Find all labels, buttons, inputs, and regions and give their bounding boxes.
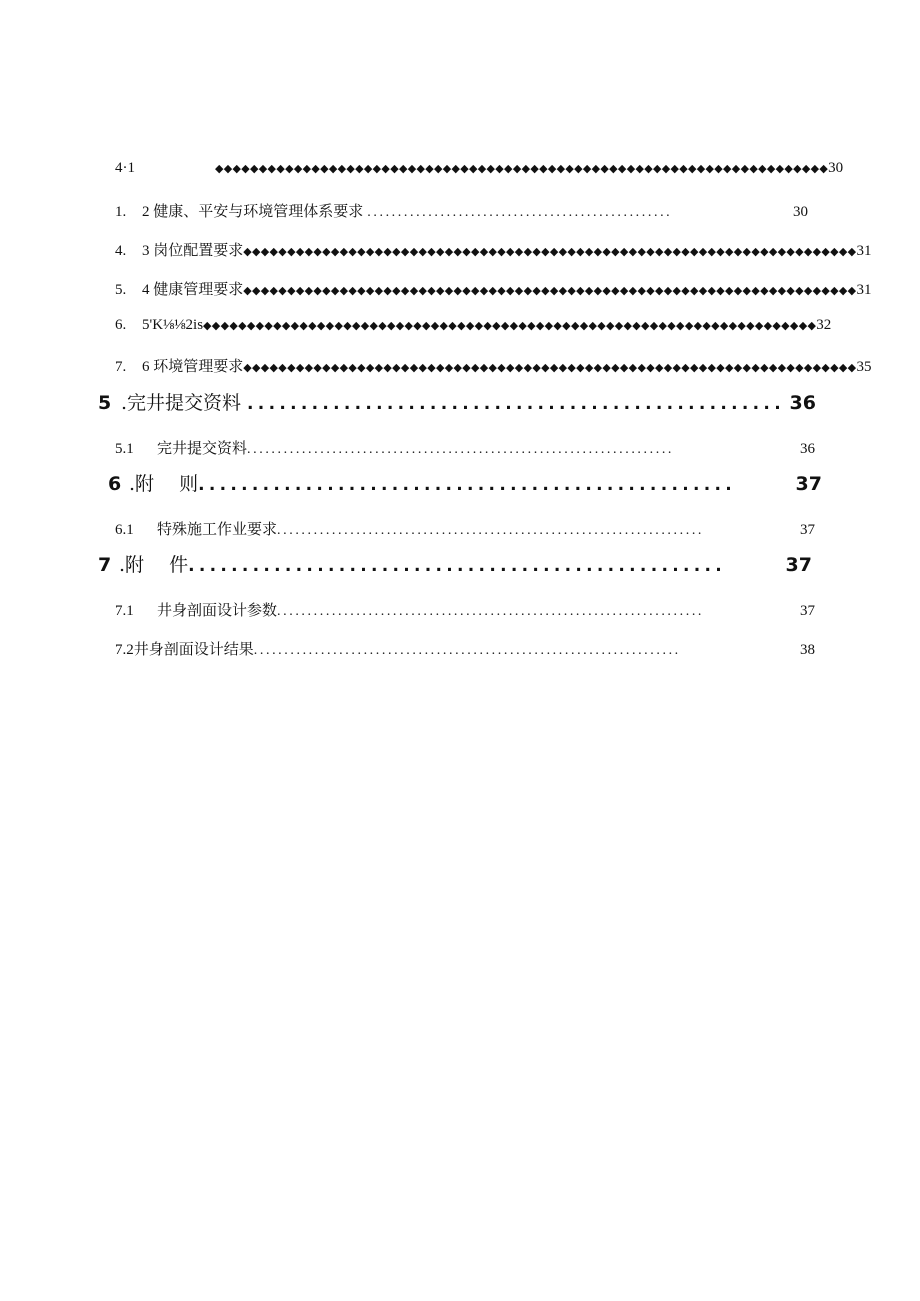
toc-entry-7-1[interactable]: [115, 599, 815, 620]
toc-entry-number: 7.2: [115, 642, 134, 658]
toc-page-number: 31: [856, 243, 872, 259]
toc-chapter-7[interactable]: [98, 550, 812, 577]
toc-page-number: 36: [789, 392, 816, 414]
toc-entry-title: .附 则: [129, 473, 199, 495]
toc-entry-number: 7: [98, 554, 112, 576]
toc-entry-6-1[interactable]: [115, 518, 815, 539]
toc-entry-title: 井身剖面设计参数: [157, 603, 278, 619]
toc-entry-title: 6 环境管理要求: [142, 359, 244, 375]
toc-dot-leader: ◆◆◆◆◆◆◆◆◆◆◆◆◆◆◆◆◆◆◆◆◆◆◆◆◆◆◆◆◆◆◆◆◆◆◆◆◆◆◆◆◆◆◆◆◆◆◆◆◆◆◆◆◆◆◆◆◆◆◆◆◆◆◆◆◆◆◆◆◆◆: [243, 362, 857, 374]
toc-entry-number: 4·1: [115, 160, 135, 176]
toc-entry-title: 2 健康、平安与环境管理体系要求: [142, 204, 364, 220]
toc-entry-title: 5'K⅛⅛2is: [142, 317, 204, 333]
toc-dot-leader: ◆◆◆◆◆◆◆◆◆◆◆◆◆◆◆◆◆◆◆◆◆◆◆◆◆◆◆◆◆◆◆◆◆◆◆◆◆◆◆◆◆◆◆◆◆◆◆◆◆◆◆◆◆◆◆◆◆◆◆◆◆◆◆◆◆◆◆◆◆◆: [215, 163, 829, 175]
toc-entry-number: 6.1: [115, 522, 134, 538]
toc-entry-number: 5: [98, 392, 112, 414]
toc-dot-leader: ......................................................................: [253, 643, 681, 658]
toc-entry-number: 4.: [115, 243, 127, 259]
toc-entry-title: 特殊施工作业要求: [157, 522, 278, 538]
toc-dot-leader: ◆◆◆◆◆◆◆◆◆◆◆◆◆◆◆◆◆◆◆◆◆◆◆◆◆◆◆◆◆◆◆◆◆◆◆◆◆◆◆◆◆◆◆◆◆◆◆◆◆◆◆◆◆◆◆◆◆◆◆◆◆◆◆◆◆◆◆◆◆◆: [243, 285, 857, 297]
toc-page-number: 30: [828, 160, 844, 176]
toc-dot-leader: ......................................................................: [277, 604, 705, 619]
toc-chapter-6[interactable]: [108, 469, 822, 496]
toc-entry-number: 7.: [115, 359, 127, 375]
toc-page-number: 36: [800, 441, 815, 457]
toc-entry-4-4[interactable]: [115, 278, 872, 299]
toc-page-number: 31: [856, 282, 872, 298]
toc-entry-title: 3 岗位配置要求: [142, 243, 244, 259]
toc-entry-title: 井身剖面设计结果: [133, 642, 254, 658]
toc-entry-number: 6.: [115, 317, 127, 333]
toc-page-number: 32: [816, 317, 832, 333]
toc-dot-leader: ..................................................: [367, 205, 673, 220]
toc-chapter-5[interactable]: [98, 388, 816, 415]
toc-entry-title: .完井提交资料: [121, 392, 242, 414]
toc-entry-number: 5.: [115, 282, 127, 298]
toc-dot-leader: ..................................................: [198, 475, 736, 495]
toc-entry-number: 6: [108, 473, 122, 495]
toc-dot-leader: ......................................................................: [247, 442, 675, 457]
toc-page-number: 37: [800, 522, 815, 538]
toc-entry-7-2[interactable]: [115, 638, 815, 659]
toc-entry-title: 4 健康管理要求: [142, 282, 244, 298]
toc-page-number: 37: [795, 473, 822, 495]
toc-page-number: 38: [800, 642, 815, 658]
toc-page-number: 37: [785, 554, 812, 576]
toc-entry-4-1[interactable]: [115, 160, 844, 177]
toc-entry-title: .附 件: [119, 554, 189, 576]
toc-entry-4-5[interactable]: [115, 317, 832, 334]
toc-entry-4-2[interactable]: [115, 200, 808, 221]
toc-dot-leader: ......................................................................: [277, 523, 705, 538]
toc-dot-leader: ◆◆◆◆◆◆◆◆◆◆◆◆◆◆◆◆◆◆◆◆◆◆◆◆◆◆◆◆◆◆◆◆◆◆◆◆◆◆◆◆◆◆◆◆◆◆◆◆◆◆◆◆◆◆◆◆◆◆◆◆◆◆◆◆◆◆◆◆◆◆: [243, 246, 857, 258]
toc-entry-4-6[interactable]: [115, 355, 872, 376]
toc-entry-4-3[interactable]: [115, 239, 872, 260]
toc-entry-number: 5.1: [115, 441, 134, 457]
toc-page-number: 37: [800, 603, 815, 619]
toc-dot-leader: ◆◆◆◆◆◆◆◆◆◆◆◆◆◆◆◆◆◆◆◆◆◆◆◆◆◆◆◆◆◆◆◆◆◆◆◆◆◆◆◆◆◆◆◆◆◆◆◆◆◆◆◆◆◆◆◆◆◆◆◆◆◆◆◆◆◆◆◆◆◆: [203, 320, 817, 332]
toc-entry-number: 7.1: [115, 603, 134, 619]
toc-entry-number: 1.: [115, 204, 127, 220]
toc-dot-leader: ..................................................: [188, 556, 726, 576]
toc-dot-leader: ..................................................: [247, 394, 785, 414]
toc-page-number: 35: [856, 359, 872, 375]
toc-entry-5-1[interactable]: [115, 437, 815, 458]
toc-page-number: 30: [793, 204, 808, 220]
toc-entry-title: 完井提交资料: [157, 441, 248, 457]
